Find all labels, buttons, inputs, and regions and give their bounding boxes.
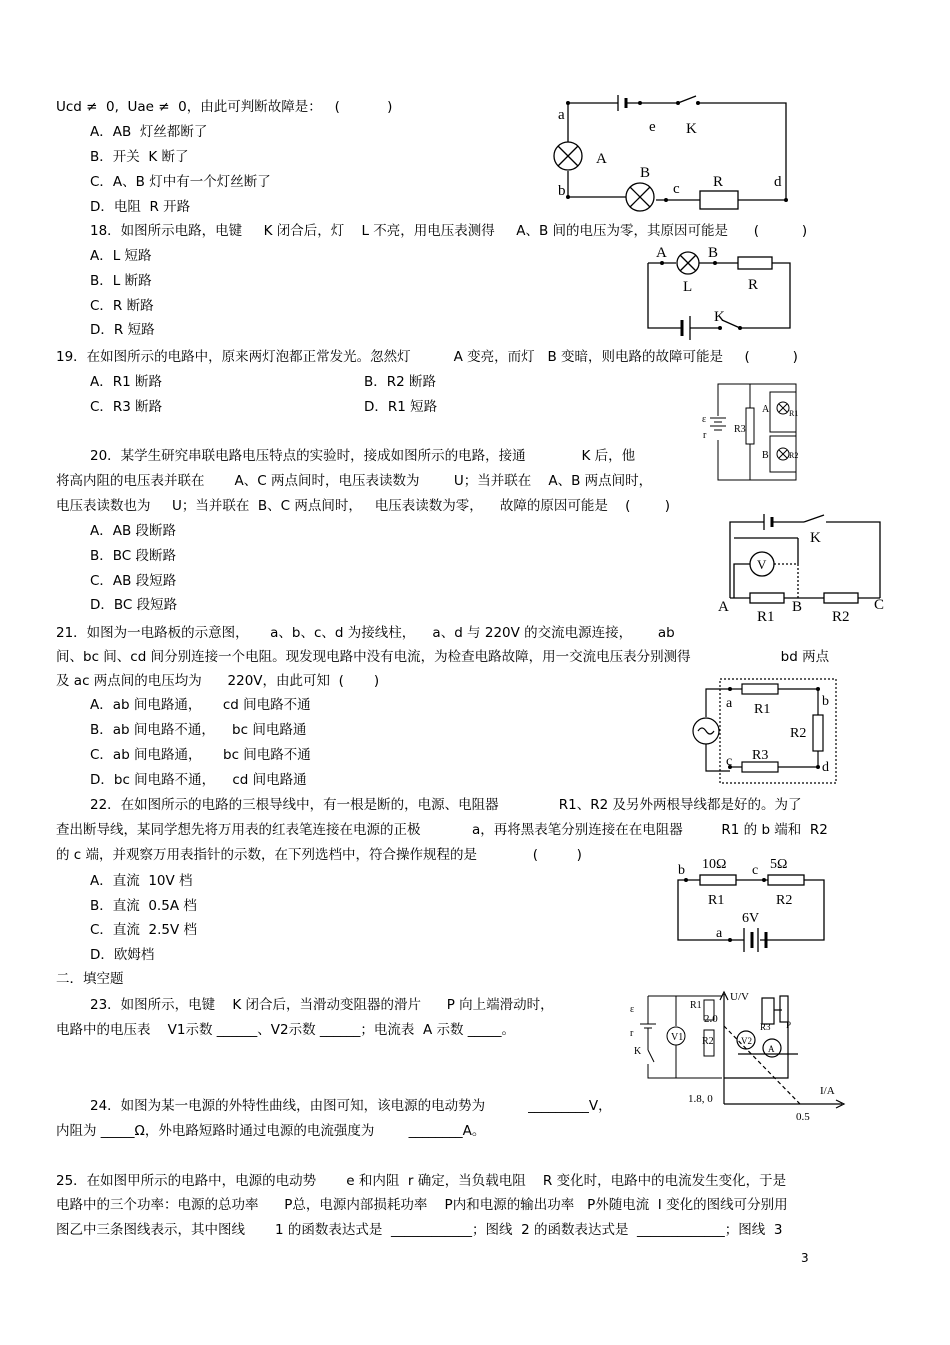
fig18-label-l: L: [683, 279, 693, 295]
fig23-label-a: A: [768, 1044, 775, 1054]
q18-option-d: D．R 短路: [90, 322, 155, 338]
fig22-label-a: a: [716, 926, 723, 941]
fig22-label-10ohm: 10Ω: [702, 857, 727, 872]
q18-option-a: A．L 短路: [90, 248, 152, 264]
q17-option-b: B．开关 K 断了: [90, 149, 189, 165]
fig22-label-r2: R2: [776, 893, 793, 908]
circuit-figure-18: [640, 243, 800, 338]
fig19-label-r1: R1: [789, 409, 799, 418]
q22-stem-1: 22．在如图所示的电路的三根导线中，有一根是断的，电源、电阻器 R1、R2 及另外两根导线都是好的。为了: [90, 797, 802, 813]
q19-option-d: D．R1 短路: [364, 399, 438, 415]
fig20-label-k: K: [810, 530, 821, 546]
fig22-label-b: b: [678, 863, 685, 878]
section-fill-blank-heading: 二．填空题: [56, 971, 124, 987]
fig17-label-lamp-b: B: [640, 165, 651, 181]
fig23-label-emf: ε: [630, 1004, 635, 1015]
q21-stem-3: 及 ac 两点间的电压均为 220V，由此可知 ( ): [56, 673, 380, 689]
fig20-label-r1: R1: [757, 609, 775, 625]
circuit-figure-17: [548, 93, 798, 218]
q20-stem-2: 将高内阻的电压表并联在 A、C 两点间时，电压表读数为 U；当并联在 A、B 两点间时，: [56, 473, 653, 489]
q21-stem-1: 21．如图为一电路板的示意图， a、b、c、d 为接线柱， a、d 与 220V 的交流电源连接， ab: [56, 625, 675, 641]
fig17-label-c: c: [673, 181, 680, 197]
q25-stem-2: 电路中的三个功率：电源的总功率 P总，电源内部损耗功率 P内和电源的输出功率 P外随电流 I 变化的图线可分别用: [56, 1197, 788, 1213]
q18-option-b: B．L 断路: [90, 273, 152, 289]
fig23-label-r2: R2: [702, 1036, 714, 1047]
q22-option-b: B．直流 0.5A 档: [90, 898, 197, 914]
fig20-label-b: B: [792, 599, 803, 615]
q20-option-a: A．AB 段断路: [90, 523, 177, 539]
fig21-label-d: d: [822, 760, 829, 775]
fig21-label-b: b: [822, 694, 829, 709]
q20-stem-1: 20．某学生研究串联电路电压特点的实验时，接成如图所示的电路，接通 K 后，他: [90, 448, 636, 464]
q22-option-d: D．欧姆档: [90, 947, 155, 963]
fig23-label-r1: R1: [690, 1000, 702, 1011]
q20-option-c: C．AB 段短路: [90, 573, 177, 589]
fig20-label-v: V: [757, 557, 767, 572]
q25-stem-3: 图乙中三条图线表示，其中图线 1 的函数表达式是 ____________；图线 2 的函数表达式是 _____________；图线 3: [56, 1222, 783, 1238]
q19-option-a: A．R1 断路: [90, 374, 162, 390]
fig18-label-k: K: [714, 309, 725, 325]
q17-option-a: A．AB 灯丝都断了: [90, 124, 208, 140]
q20-stem-3: 电压表读数也为 U；当并联在 B、C 两点间时， 电压表读数为零， 故障的原因可能是 ( ): [56, 498, 670, 514]
circuit-figure-22: [672, 852, 832, 952]
fig24-x-axis-label: I/A: [820, 1085, 835, 1097]
fig19-label-r2: R2: [789, 451, 799, 460]
fig22-label-5ohm: 5Ω: [770, 857, 788, 872]
q21-option-b: B．ab 间电路不通， bc 间电路通: [90, 722, 307, 738]
q18-option-c: C．R 断路: [90, 298, 154, 314]
fig24-y-tick: 2.0: [704, 1013, 718, 1025]
q22-stem-3: 的 c 端，并观察万用表指针的示数，在下列选档中，符合操作规程的是 ( ): [56, 847, 582, 863]
q20-option-b: B．BC 段断路: [90, 548, 177, 564]
fig17-label-a: a: [558, 107, 565, 123]
q19-stem: 19．在如图所示的电路中，原来两灯泡都正常发光。忽然灯 A 变亮，而灯 B 变暗，则电路的故障可能是 ( ): [56, 349, 798, 365]
fig19-label-r: r: [703, 430, 707, 441]
fig17-label-r: R: [713, 174, 724, 190]
fig17-label-e: e: [649, 119, 656, 135]
q19-option-b: B．R2 断路: [364, 374, 437, 390]
q20-option-d: D．BC 段短路: [90, 597, 178, 613]
fig24-x-tick: 0.5: [796, 1111, 810, 1123]
fig21-label-c: c: [726, 754, 733, 769]
fig17-label-k: K: [686, 121, 697, 137]
fig21-label-r1: R1: [754, 702, 771, 717]
q24-stem-1: 24．如图为某一电源的外特性曲线，由图可知，该电源的电动势为 _________V，: [90, 1098, 612, 1114]
fig17-label-lamp-a: A: [596, 151, 607, 167]
fig21-label-r3: R3: [752, 748, 769, 763]
fig22-label-6v: 6V: [742, 911, 760, 926]
fig23-label-v2: V2: [741, 1036, 752, 1046]
q24-stem-2: 内阻为 _____Ω，外电路短路时通过电源的电流强度为 ________A。: [56, 1123, 486, 1139]
fig21-label-a: a: [726, 696, 733, 711]
q22-stem-2: 查出断导线，某同学想先将万用表的红表笔连接在电源的正极 a，再将黑表笔分别连接在在电阻器 R1 的 b 端和 R2: [56, 822, 828, 838]
q21-option-c: C．ab 间电路通， bc 间电路不通: [90, 747, 311, 763]
q19-option-c: C．R3 断路: [90, 399, 163, 415]
q18-stem: 18．如图所示电路，电键 K 闭合后，灯 L 不亮，用电压表测得 A、B 间的电压为零，其原因可能是 ( ): [90, 223, 808, 239]
fig24-origin-label: 1.8, 0: [688, 1093, 713, 1105]
q23-stem-1: 23．如图所示，电键 K 闭合后，当滑动变阻器的滑片 P 向上端滑动时，: [90, 997, 554, 1013]
circuit-figure-20: [712, 510, 892, 625]
fig20-label-c: C: [874, 597, 885, 613]
q21-stem-2: 间、bc 间、cd 间分别连接一个电阻。现发现电路中没有电流，为检查电路故障，用一交流电压表分别测得 bd 两点: [56, 649, 830, 665]
fig23-label-r3: R3: [760, 1022, 771, 1032]
fig19-label-a: A: [762, 404, 770, 415]
q17-option-d: D．电阻 R 开路: [90, 199, 191, 215]
fig17-label-b: b: [558, 183, 566, 199]
fig18-label-a: A: [656, 245, 667, 261]
fig22-label-c: c: [752, 863, 759, 878]
page-number: 3: [801, 1251, 809, 1265]
q17-tail-line: Ucd ≠ 0, Uae ≠ 0，由此可判断故障是： ( ): [56, 99, 393, 115]
q21-option-a: A．ab 间电路通， cd 间电路不通: [90, 697, 311, 713]
circuit-figure-19: [700, 378, 800, 486]
fig20-label-r2: R2: [832, 609, 850, 625]
q23-stem-2: 电路中的电压表 V1示数 ______、V2示数 ______；电流表 A 示数 _____。: [56, 1022, 516, 1038]
fig23-label-p: P: [786, 1020, 792, 1030]
fig17-label-d: d: [774, 174, 782, 190]
fig24-y-axis-label: U/V: [730, 991, 749, 1003]
fig22-label-r1: R1: [708, 893, 725, 908]
fig18-label-b: B: [708, 245, 719, 261]
fig18-label-r: R: [748, 277, 759, 293]
q22-option-a: A．直流 10V 档: [90, 873, 193, 889]
q22-option-c: C．直流 2.5V 档: [90, 922, 198, 938]
q17-option-c: C．A、B 灯中有一个灯丝断了: [90, 174, 271, 190]
circuit-figure-21: [684, 675, 840, 787]
fig23-label-r: r: [630, 1028, 634, 1039]
q25-stem-1: 25．在如图甲所示的电路中，电源的电动势 e 和内阻 r 确定，当负载电阻 R 变化时，电路中的电流发生变化，于是: [56, 1173, 787, 1189]
fig20-label-a: A: [718, 599, 729, 615]
fig19-label-b: B: [762, 450, 769, 461]
fig19-label-r3: R3: [734, 424, 746, 435]
fig23-label-k: K: [634, 1046, 642, 1057]
fig19-label-emf: ε: [702, 414, 707, 425]
fig23-label-v1: V1: [671, 1032, 684, 1043]
fig21-label-r2: R2: [790, 726, 807, 741]
q21-option-d: D．bc 间电路不通， cd 间电路通: [90, 772, 307, 788]
